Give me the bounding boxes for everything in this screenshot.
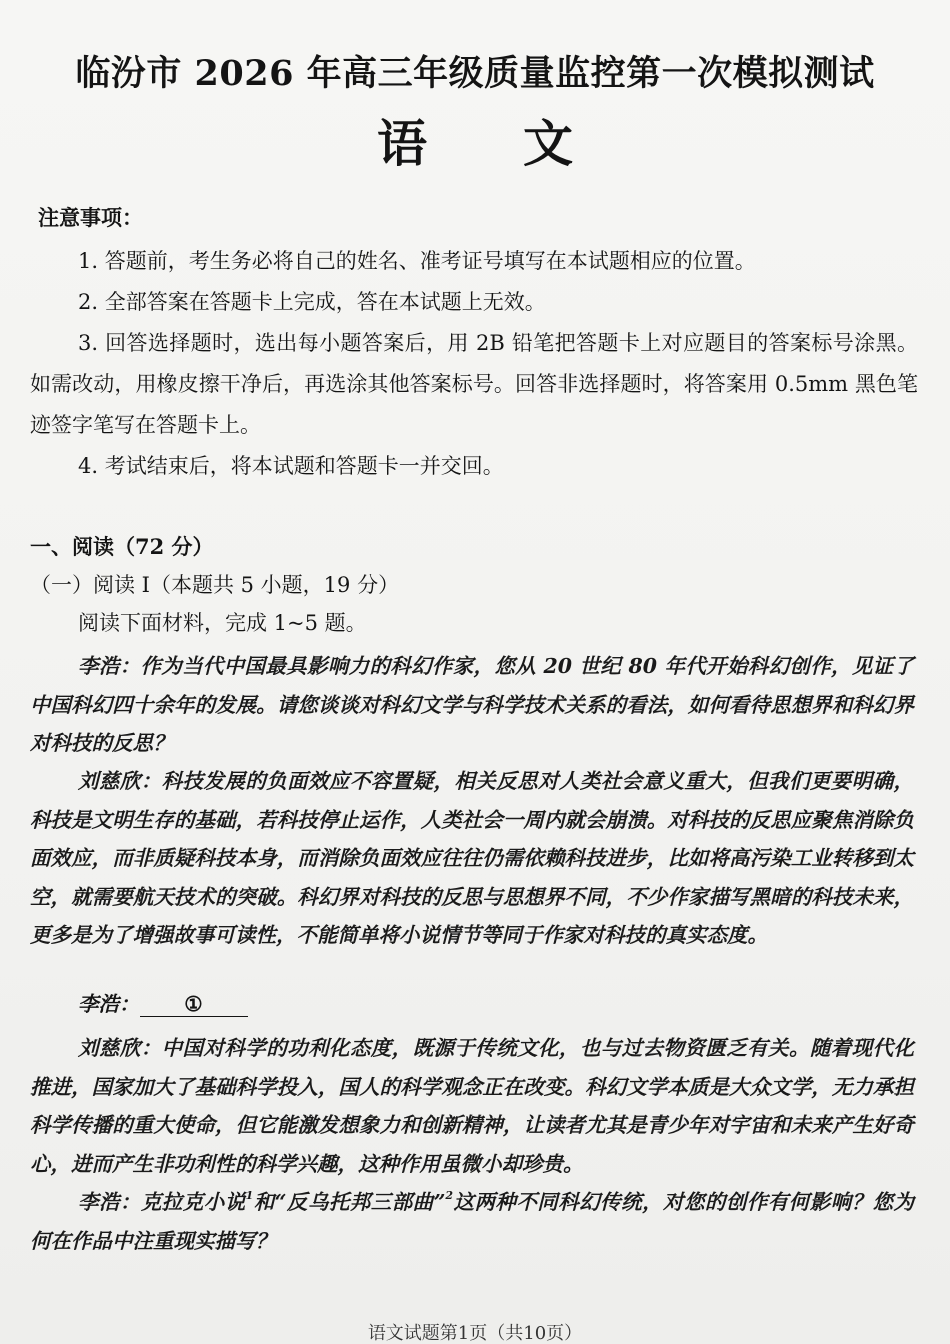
page-footer: 语文试题第1页（共10页）	[367, 1323, 583, 1344]
notice-item-1: 1. 答题前，考生务必将自己的姓名、准考证号填写在本试题相应的位置。	[78, 249, 756, 273]
section-heading: 一、阅读（72 分）	[30, 534, 214, 559]
p5-part-b: 和“反乌托邦三部曲”	[253, 1190, 446, 1214]
footnote-ref-2: 2	[445, 1189, 454, 1202]
exam-title: 临汾市 2026 年高三年级质量监控第一次模拟测试	[75, 53, 875, 94]
section-subheading: （一）阅读 I（本题共 5 小题，19 分）	[30, 573, 400, 597]
notice-item-3: 3. 回答选择题时，选出每小题答案后，用 2B 铅笔把答题卡上对应题目的答案标号涂黑。如需改动，用橡皮擦干净后，再选涂其他答案标号。回答非选择题时，将答案用 0.5mm 黑色笔迹签字笔写在答题卡上。	[30, 331, 918, 437]
dialogue-paragraph-1: 李浩：作为当代中国最具影响力的科幻作家，您从 20 世纪 80 年代开始科幻创作，见证了中国科幻四十余年的发展。请您谈谈对科幻文学与科学技术关系的看法，如何看待思想界和科幻界对科技的反思？	[30, 654, 914, 755]
speaker-label: 李浩：	[78, 992, 140, 1016]
dialogue-paragraph-4: 刘慈欣：中国对科学的功利化态度，既源于传统文化，也与过去物资匮乏有关。随着现代化推进，国家加大了基础科学投入，国人的科学观念正在改变。科幻文学本质是大众文学，无力承担科学传播的重大使命，但它能激发想象力和创新精神，让读者尤其是青少年对宇宙和未来产生好奇心，进而产生非功利性的科学兴趣，这种作用虽微小却珍贵。	[30, 1036, 914, 1176]
p5-part-c: 这两种不同科幻传统，对您的创作有何影响？您为何在作品中注重现实描写？	[30, 1190, 914, 1253]
p5-part-a: 李浩：克拉克小说	[78, 1190, 246, 1214]
dialogue-question-blank	[78, 989, 248, 1019]
footnote-ref-1: 1	[245, 1189, 254, 1202]
subject-title: 语文	[377, 114, 669, 173]
reading-instruction: 阅读下面材料，完成 1~5 题。	[78, 611, 367, 635]
answer-blank-1: ①	[140, 992, 248, 1017]
dialogue-paragraph-5	[30, 1183, 914, 1260]
dialogue-paragraph-2: 刘慈欣：科技发展的负面效应不容置疑，相关反思对人类社会意义重大，但我们更要明确，科技是文明生存的基础，若科技停止运作，人类社会一周内就会崩溃。对科技的反思应聚焦消除负面效应，而非质疑科技本身，而消除负面效应往往仍需依赖科技进步，比如将高污染工业转移到太空，就需要航天技术的突破。科幻界对科技的反思与思想界不同，不少作家描写黑暗的科技未来，更多是为了增强故事可读性，不能简单将小说情节等同于作家对科技的真实态度。	[30, 769, 914, 947]
notice-heading: 注意事项：	[38, 205, 143, 230]
notice-item-2: 2. 全部答案在答题卡上完成，答在本试题上无效。	[78, 290, 546, 314]
notice-item-4: 4. 考试结束后，将本试题和答题卡一并交回。	[78, 454, 504, 478]
